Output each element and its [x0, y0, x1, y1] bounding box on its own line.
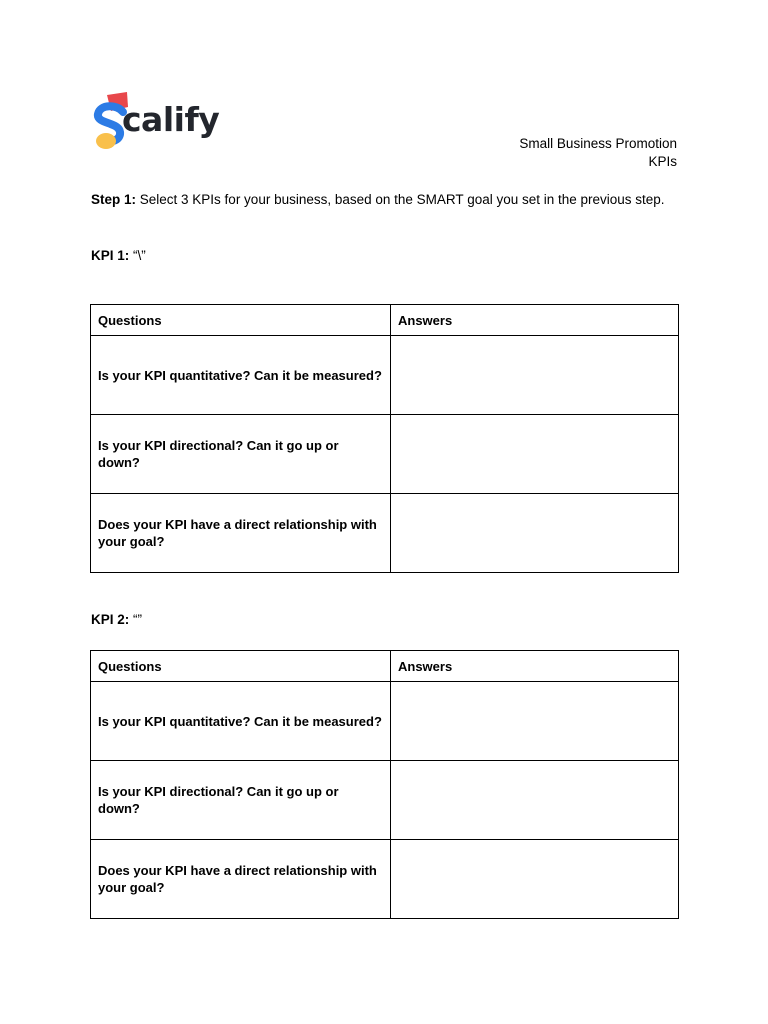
- question-cell: Does your KPI have a direct relationship with your goal?: [91, 840, 391, 919]
- header-line-program: Small Business Promotion: [519, 136, 677, 151]
- table-row: [91, 415, 679, 494]
- table-row: [91, 336, 679, 415]
- kpi-1-value: “\”: [129, 248, 146, 263]
- logo-wordmark: calify: [122, 100, 220, 139]
- step-label: Step 1:: [91, 192, 137, 207]
- table-header-row: [91, 305, 679, 336]
- question-cell: Is your KPI directional? Can it go up or down?: [91, 415, 391, 494]
- kpi-1-heading: [91, 247, 146, 265]
- table-row: [91, 840, 679, 919]
- kpi-2-value: “”: [129, 612, 143, 627]
- table-row: [91, 494, 679, 573]
- questions-header: Questions: [91, 651, 391, 682]
- table-row: [91, 682, 679, 761]
- answer-cell[interactable]: [391, 682, 679, 761]
- question-cell: Is your KPI directional? Can it go up or down?: [91, 761, 391, 840]
- header-line-section: KPIs: [648, 154, 677, 169]
- answers-header: Answers: [391, 305, 679, 336]
- table-header-row: [91, 651, 679, 682]
- step-text: Select 3 KPIs for your business, based on the SMART goal you set in the previous step.: [136, 192, 665, 207]
- kpi-2-table: [90, 650, 679, 919]
- question-cell: Is your KPI quantitative? Can it be measured?: [91, 336, 391, 415]
- table-row: [91, 761, 679, 840]
- scalify-logo: [93, 92, 233, 152]
- kpi-2-heading: [91, 611, 142, 629]
- answers-header: Answers: [391, 651, 679, 682]
- question-cell: Does your KPI have a direct relationship with your goal?: [91, 494, 391, 573]
- answer-cell[interactable]: [391, 840, 679, 919]
- kpi-1-label: KPI 1:: [91, 248, 130, 263]
- answer-cell[interactable]: [391, 415, 679, 494]
- document-header: [519, 135, 677, 171]
- questions-header: Questions: [91, 305, 391, 336]
- kpi-1-table: [90, 304, 679, 573]
- answer-cell[interactable]: [391, 761, 679, 840]
- answer-cell[interactable]: [391, 494, 679, 573]
- step-instruction: [91, 190, 671, 209]
- kpi-2-label: KPI 2:: [91, 612, 130, 627]
- answer-cell[interactable]: [391, 336, 679, 415]
- question-cell: Is your KPI quantitative? Can it be measured?: [91, 682, 391, 761]
